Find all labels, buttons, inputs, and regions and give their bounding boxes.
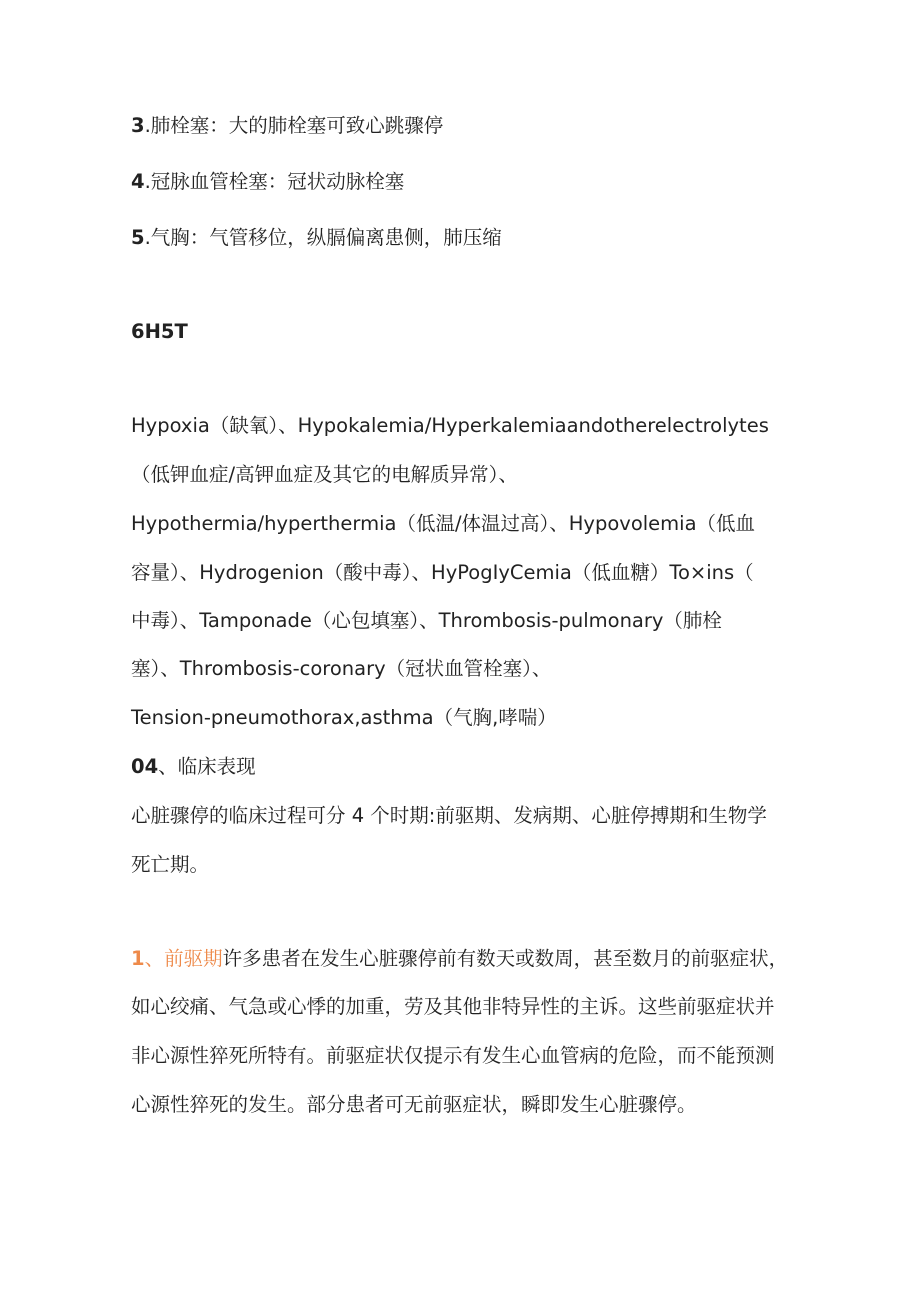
section-heading-04: [131, 753, 256, 781]
list-text: 冠脉血管栓塞：冠状动脉栓塞: [150, 170, 405, 193]
paragraph-line: 塞）、Thrombosis-coronary（冠状血管栓塞）、: [131, 657, 552, 680]
section-heading-6h5t: 6H5T: [131, 320, 188, 343]
stage-label-text: 、前驱期: [144, 947, 223, 970]
section-number: 04: [131, 755, 159, 778]
list-text: 肺栓塞：大的肺栓塞可致心跳骤停: [150, 114, 444, 137]
section-title: 、临床表现: [158, 755, 256, 778]
list-number: 4: [131, 170, 145, 193]
list-separator: .: [144, 114, 151, 137]
paragraph-line: 容量）、Hydrogenion（酸中毒）、HyPogIyCemia（低血糖）To×ins（: [131, 561, 754, 584]
stage-1-first-line: [131, 945, 788, 973]
paragraph-line: 如心绞痛、气急或心悸的加重，劳及其他非特异性的主诉。这些前驱症状并: [131, 995, 775, 1018]
list-number: 3: [131, 114, 145, 137]
paragraph-line: 中毒）、Tamponade（心包填塞）、Thrombosis-pulmonary（肺栓: [131, 609, 722, 632]
paragraph-line: Tension-pneumothorax,asthma（气胸,哮喘）: [131, 706, 557, 729]
paragraph-line: Hypoxia（缺氧）、Hypokalemia/Hyperkalemiaandotherelectrolytes: [131, 414, 769, 437]
paragraph-line: 心脏骤停的临床过程可分 4 个时期:前驱期、发病期、心脏停搏期和生物学: [131, 804, 767, 827]
paragraph-line: 非心源性猝死所特有。前驱症状仅提示有发生心血管病的危险，而不能预测: [131, 1044, 775, 1067]
paragraph-line: （低钾血症/高钾血症及其它的电解质异常）、: [131, 463, 518, 486]
list-item-4: [131, 168, 404, 196]
stage-label-number: 1: [131, 947, 145, 970]
paragraph-line: 死亡期。: [131, 853, 210, 876]
list-item-5: [131, 224, 502, 252]
stage-text: 许多患者在发生心脏骤停前有数天或数周，甚至数月的前驱症状，: [222, 947, 789, 970]
paragraph-line: Hypothermia/hyperthermia（低温/体温过高）、Hypovolemia（低血: [131, 512, 756, 535]
list-text: 气胸：气管移位，纵膈偏离患侧，肺压缩: [150, 226, 502, 249]
list-number: 5: [131, 226, 145, 249]
paragraph-line: 心源性猝死的发生。部分患者可无前驱症状，瞬即发生心脏骤停。: [131, 1093, 697, 1116]
list-separator: .: [144, 226, 151, 249]
list-item-3: [131, 112, 443, 140]
list-separator: .: [144, 170, 151, 193]
